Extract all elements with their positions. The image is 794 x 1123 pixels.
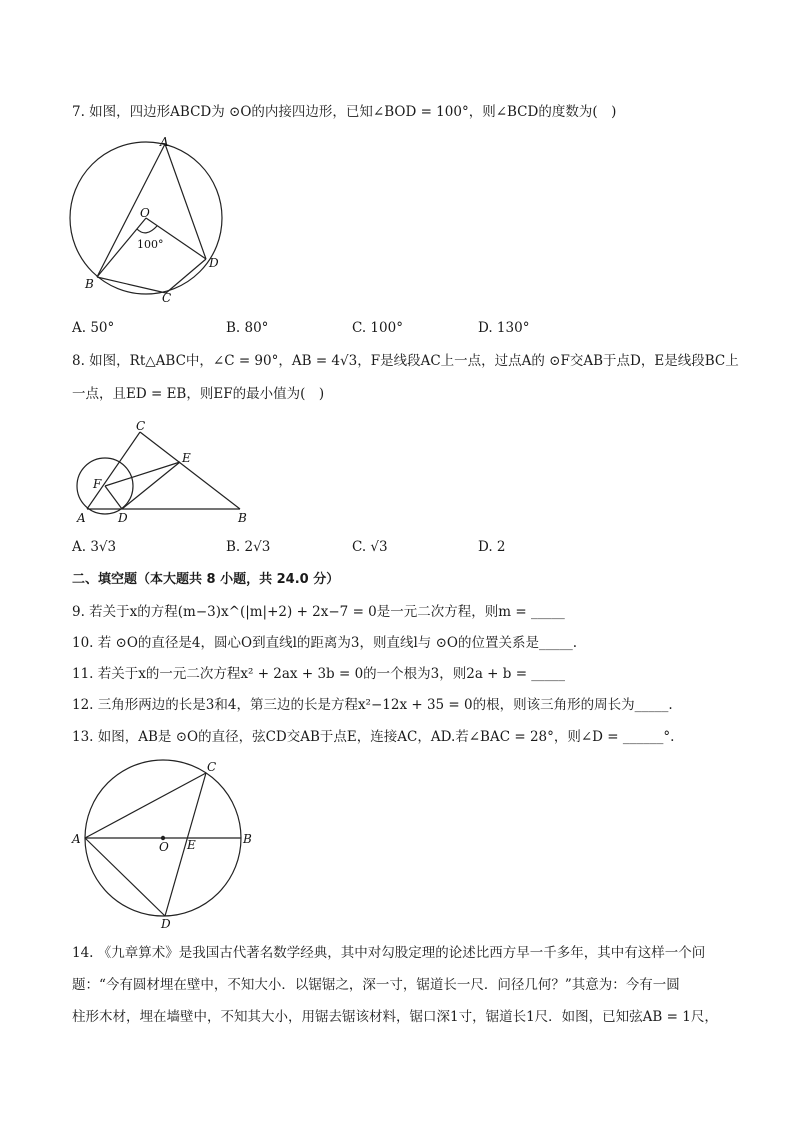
q10-text: 10. 若 ⊙O的直径是4，圆心O到直线l的距离为3，则直线l与 ⊙O的位置关系是_____.: [72, 635, 578, 651]
section2-title: 二、填空题（本大题共 8 小题，共 24.0 分）: [72, 572, 340, 587]
q8-option-c[interactable]: C. √3: [352, 539, 388, 555]
q13-figure: [68, 756, 262, 931]
q8-text-line1: 8. 如图，Rt△ABC中，∠C = 90°，AB = 4√3，F是线段AC上一点，过点A的 ⊙F交AB于点D，E是线段BC上: [72, 353, 739, 369]
q14-text-line3: 柱形木材，埋在墙壁中，不知其大小，用锯去锯该材料，锯口深1寸，锯道长1尺．如图，已知弦AB = 1尺，: [72, 1009, 718, 1025]
q7-label-d: D: [209, 256, 219, 270]
q7-label-angle: 100°: [137, 238, 164, 251]
q8-segment-de: [122, 462, 180, 509]
q13-label-a: A: [72, 832, 81, 846]
q7-option-a[interactable]: A. 50°: [72, 320, 115, 336]
q7-option-c[interactable]: C. 100°: [352, 320, 403, 336]
q8-label-d: D: [118, 511, 128, 525]
q11-text: 11. 若关于x的一元二次方程x² + 2ax + 3b = 0的一个根为3，则2a + b = _____: [72, 666, 566, 682]
q13-segment-ac: [85, 773, 206, 838]
q9-text: 9. 若关于x的方程(m−3)x^(|m|+2) + 2x−7 = 0是一元二次方程，则m = _____: [72, 604, 565, 620]
q7-label-a: A: [160, 135, 169, 149]
q7-chord-cd: [166, 259, 206, 293]
q8-label-b: B: [238, 511, 247, 525]
q13-segment-ad: [85, 838, 165, 916]
q7-option-d[interactable]: D. 130°: [478, 320, 530, 336]
q13-label-c: C: [207, 760, 217, 774]
q7-chord-ab: [97, 144, 165, 277]
q7-figure: [60, 134, 240, 309]
q8-label-c: C: [136, 419, 146, 433]
q8-label-f: F: [93, 477, 102, 491]
q8-options: [72, 539, 672, 559]
q7-label-o: O: [140, 206, 150, 220]
q14-text-line1: 14. 《九章算术》是我国古代著名数学经典，其中对勾股定理的论述比西方早一千多年，其中有这样一个问: [72, 945, 706, 961]
q8-label-a: A: [77, 511, 86, 525]
q13-chord-cd: [165, 773, 206, 916]
q8-text-line2: 一点，且ED = EB，则EF的最小值为( ): [72, 386, 325, 402]
q7-chord-bc: [97, 277, 166, 293]
q13-label-o: O: [159, 840, 169, 854]
q8-segment-fd: [105, 486, 122, 509]
q7-text: 7. 如图，四边形ABCD为 ⊙O的内接四边形，已知∠BOD = 100°，则∠BCD的度数为( ): [72, 104, 617, 120]
q14-text-line2: 题：“今有圆材埋在壁中，不知大小．以锯锯之，深一寸，锯道长一尺．问径几何？”其意为：今有一圆: [72, 977, 680, 993]
q7-chord-ad: [165, 144, 206, 259]
q7-label-c: C: [162, 291, 172, 305]
q12-text: 12. 三角形两边的长是3和4，第三边的长是方程x²−12x + 35 = 0的根，则该三角形的周长为_____.: [72, 697, 673, 713]
q7-option-b[interactable]: B. 80°: [226, 320, 269, 336]
q8-figure: [66, 414, 256, 526]
q13-label-b: B: [243, 832, 252, 846]
q7-options: [72, 320, 672, 340]
q8-option-d[interactable]: D. 2: [478, 539, 506, 555]
q8-option-b[interactable]: B. 2√3: [226, 539, 271, 555]
q13-text: 13. 如图，AB是 ⊙O的直径，弦CD交AB于点E，连接AC，AD.若∠BAC = 28°，则∠D = ______°.: [72, 729, 675, 745]
q7-angle-arc: [137, 226, 157, 233]
q13-label-e: E: [187, 838, 196, 852]
q8-label-e: E: [182, 451, 191, 465]
q8-option-a[interactable]: A. 3√3: [72, 539, 117, 555]
q7-label-b: B: [85, 277, 94, 291]
q13-label-d: D: [161, 917, 171, 931]
